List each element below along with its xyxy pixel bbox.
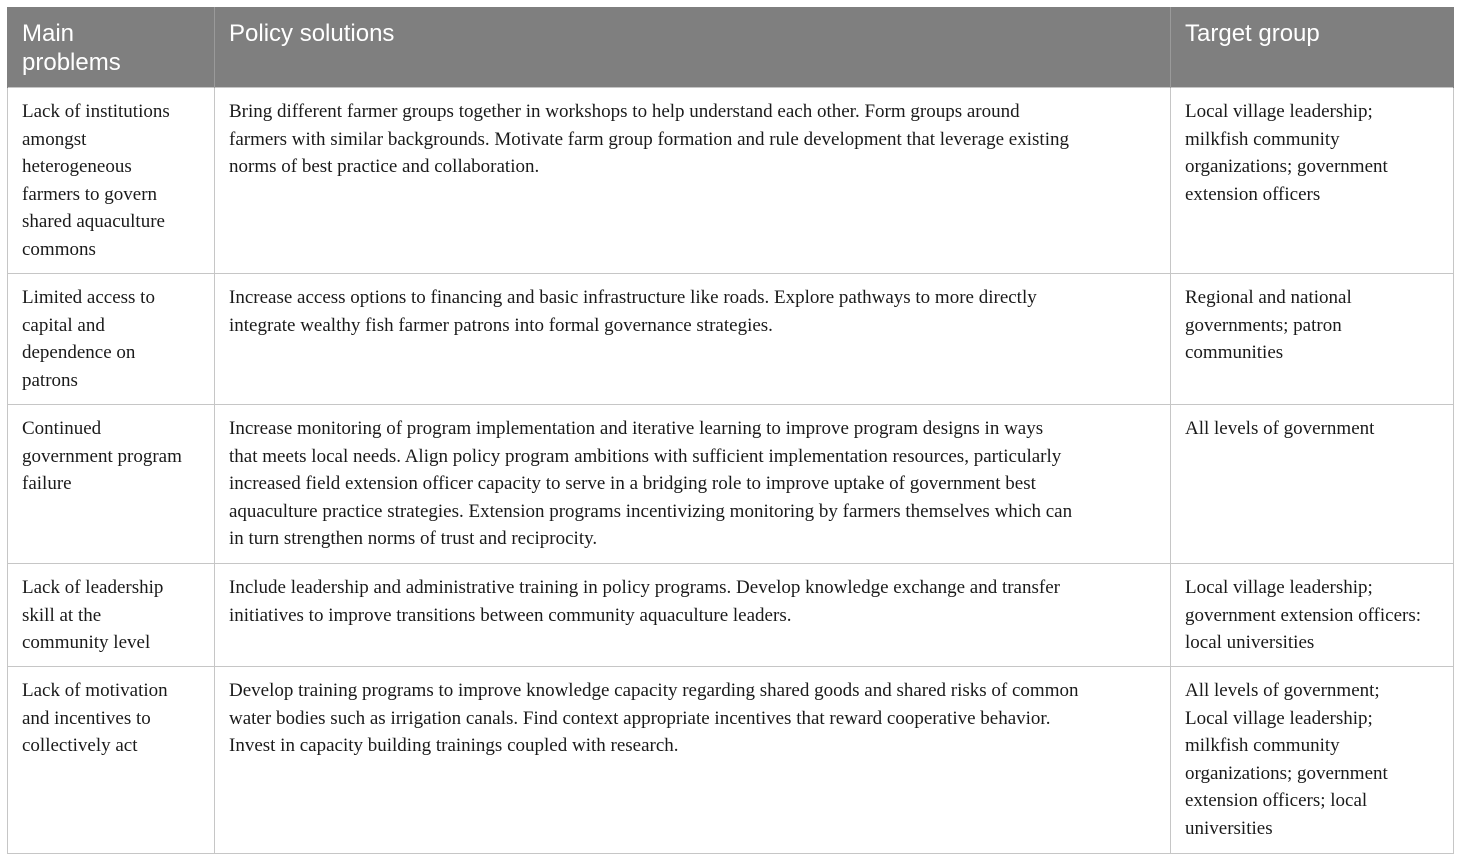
cell-text-line: and incentives to xyxy=(22,707,151,729)
cell-text-line: skill at the xyxy=(22,604,102,626)
cell-target-group xyxy=(1171,405,1454,564)
table-row xyxy=(8,405,1454,564)
cell-text-line: failure xyxy=(22,473,72,495)
cell-text-line: Lack of leadership xyxy=(22,577,164,598)
cell-text-line: farmers with similar backgrounds. Motivate farm group formation and rule development that leverage existing xyxy=(229,128,1069,150)
cell-text-line: Local village leadership; xyxy=(1185,707,1373,729)
cell-text-line: Include leadership and administrative training in policy programs. Develop knowledge exchange and transfer xyxy=(229,577,1060,598)
cell-text-line: community level xyxy=(22,632,151,654)
cell-text-line: shared aquaculture xyxy=(22,211,165,233)
header-policy-solutions xyxy=(215,7,1171,88)
cell-text-line: farmers to govern xyxy=(22,183,158,205)
header-text-line: problems xyxy=(22,49,121,76)
cell-text-line: organizations; government xyxy=(1185,156,1388,178)
table-row xyxy=(8,667,1454,854)
table-row xyxy=(8,88,1454,274)
cell-text-line: government program xyxy=(22,445,182,467)
cell-text-line: that meets local needs. Align policy program ambitions with sufficient implementation resources, particularly xyxy=(229,445,1062,467)
cell-text-line: All levels of government xyxy=(1185,418,1375,439)
cell-text-line: Lack of motivation xyxy=(22,680,168,701)
cell-text-line: amongst xyxy=(22,128,87,150)
cell-text-line: Continued xyxy=(22,418,102,439)
cell-text-line: commons xyxy=(22,238,96,260)
cell-target-group xyxy=(1171,667,1454,854)
header-text-line: Main xyxy=(22,20,75,47)
cell-text-line: Lack of institutions xyxy=(22,101,170,122)
table-row xyxy=(8,274,1454,405)
cell-text-line: milkfish community xyxy=(1185,735,1340,757)
cell-target-group xyxy=(1171,274,1454,405)
header-main-problems xyxy=(8,7,215,88)
cell-text-line: water bodies such as irrigation canals. Find context appropriate incentives that reward cooperative behavior. xyxy=(229,707,1051,729)
cell-text-line: integrate wealthy fish farmer patrons into formal governance strategies. xyxy=(229,314,773,336)
header-text-line: Target group xyxy=(1185,20,1320,47)
header-text-line: Policy solutions xyxy=(229,20,395,47)
cell-text-line: patrons xyxy=(22,369,78,391)
cell-policy-solution xyxy=(215,405,1171,564)
cell-text-line: increased field extension officer capacity to serve in a bridging role to improve uptake of government best xyxy=(229,473,1036,495)
cell-policy-solution xyxy=(215,667,1171,854)
table-header xyxy=(8,7,1454,88)
cell-text-line: dependence on xyxy=(22,342,136,364)
cell-text-line: Develop training programs to improve knowledge capacity regarding shared goods and shared risks of common xyxy=(229,680,1079,701)
cell-text-line: Increase access options to financing and basic infrastructure like roads. Explore pathways to more directly xyxy=(229,287,1037,308)
cell-policy-solution xyxy=(215,88,1171,274)
cell-text-line: Invest in capacity building trainings coupled with research. xyxy=(229,735,679,757)
cell-main-problem xyxy=(8,667,215,854)
header-target-group xyxy=(1171,7,1454,88)
cell-text-line: Local village leadership; xyxy=(1185,577,1373,598)
cell-text-line: aquaculture practice strategies. Extension programs incentivizing monitoring by farmers themselves which can xyxy=(229,500,1073,522)
cell-text-line: organizations; government xyxy=(1185,762,1388,784)
cell-text-line: capital and xyxy=(22,314,105,336)
cell-main-problem xyxy=(8,564,215,667)
policy-table xyxy=(7,7,1454,854)
cell-target-group xyxy=(1171,88,1454,274)
cell-text-line: governments; patron xyxy=(1185,314,1342,336)
cell-text-line: norms of best practice and collaboration. xyxy=(229,156,540,178)
cell-text-line: local universities xyxy=(1185,632,1315,654)
cell-text-line: Increase monitoring of program implementation and iterative learning to improve program designs in ways xyxy=(229,418,1044,439)
cell-text-line: Regional and national xyxy=(1185,287,1352,308)
cell-text-line: collectively act xyxy=(22,735,138,757)
table-body xyxy=(8,88,1454,854)
cell-text-line: milkfish community xyxy=(1185,128,1340,150)
cell-text-line: Local village leadership; xyxy=(1185,101,1373,122)
cell-text-line: Bring different farmer groups together in workshops to help understand each other. Form groups around xyxy=(229,101,1020,122)
cell-text-line: government extension officers: xyxy=(1185,604,1422,626)
cell-text-line: initiatives to improve transitions between community aquaculture leaders. xyxy=(229,604,792,626)
cell-text-line: heterogeneous xyxy=(22,156,132,178)
cell-policy-solution xyxy=(215,564,1171,667)
cell-text-line: All levels of government; xyxy=(1185,680,1380,701)
cell-text-line: communities xyxy=(1185,342,1284,364)
cell-main-problem xyxy=(8,274,215,405)
cell-text-line: in turn strengthen norms of trust and reciprocity. xyxy=(229,528,598,550)
header-row xyxy=(8,7,1454,88)
cell-main-problem xyxy=(8,88,215,274)
cell-text-line: extension officers; local xyxy=(1185,790,1368,812)
cell-main-problem xyxy=(8,405,215,564)
cell-text-line: universities xyxy=(1185,817,1273,839)
cell-text-line: Limited access to xyxy=(22,287,155,308)
cell-target-group xyxy=(1171,564,1454,667)
cell-policy-solution xyxy=(215,274,1171,405)
table-row xyxy=(8,564,1454,667)
cell-text-line: extension officers xyxy=(1185,183,1321,205)
